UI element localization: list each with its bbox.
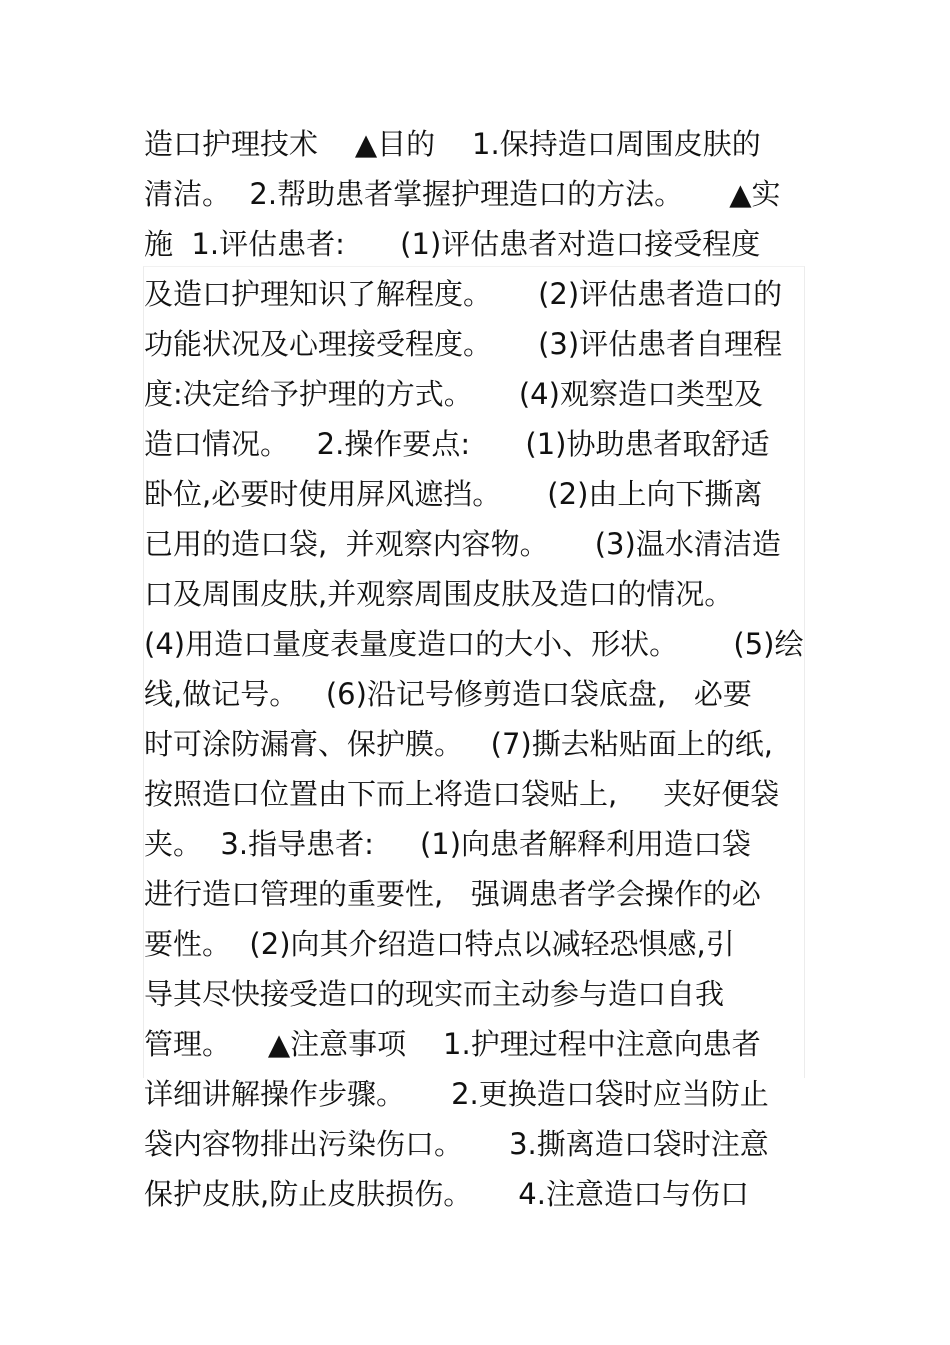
text-line: 详细讲解操作步骤。 2.更换造口袋时应当防止 xyxy=(144,1077,769,1111)
text-line: 卧位,必要时使用屏风遮挡。 (2)由上向下撕离 xyxy=(144,477,763,511)
text-line: 施 1.评估患者: (1)评估患者对造口接受程度 xyxy=(144,227,761,261)
text-line: 度:决定给予护理的方式。 (4)观察造口类型及 xyxy=(144,377,763,411)
text-line: 时可涂防漏膏、保护膜。 (7)撕去粘贴面上的纸, xyxy=(144,727,773,761)
text-line: 夹。 3.指导患者: (1)向患者解释利用造口袋 xyxy=(144,827,752,861)
text-line: 功能状况及心理接受程度。 (3)评估患者自理程 xyxy=(144,327,783,361)
text-line: 袋内容物排出污染伤口。 3.撕离造口袋时注意 xyxy=(144,1127,769,1161)
text-line: (4)用造口量度表量度造口的大小、形状。 (5)绘 xyxy=(144,627,804,661)
text-line: 按照造口位置由下而上将造口袋贴上, 夹好便袋 xyxy=(144,777,780,811)
text-line: 要性。 (2)向其介绍造口特点以减轻恐惧感,引 xyxy=(144,927,735,961)
text-line: 导其尽快接受造口的现实而主动参与造口自我 xyxy=(144,977,725,1011)
text-line: 清洁。 2.帮助患者掌握护理造口的方法。 ▲实 xyxy=(144,177,781,211)
text-line: 保护皮肤,防止皮肤损伤。 4.注意造口与伤口 xyxy=(144,1177,749,1211)
text-line: 线,做记号。 (6)沿记号修剪造口袋底盘, 必要 xyxy=(144,677,752,711)
text-line: 造口护理技术 ▲目的 1.保持造口周围皮肤的 xyxy=(144,127,761,161)
text-line: 进行造口管理的重要性, 强调患者学会操作的必 xyxy=(144,877,761,911)
text-line: 造口情况。 2.操作要点: (1)协助患者取舒适 xyxy=(144,427,770,461)
text-line: 口及周围皮肤,并观察周围皮肤及造口的情况。 xyxy=(144,577,734,611)
text-line: 管理。 ▲注意事项 1.护理过程中注意向患者 xyxy=(144,1027,761,1061)
body-text xyxy=(144,119,824,1219)
text-line: 及造口护理知识了解程度。 (2)评估患者造口的 xyxy=(144,277,783,311)
text-line: 已用的造口袋, 并观察内容物。 (3)温水清洁造 xyxy=(144,527,781,561)
